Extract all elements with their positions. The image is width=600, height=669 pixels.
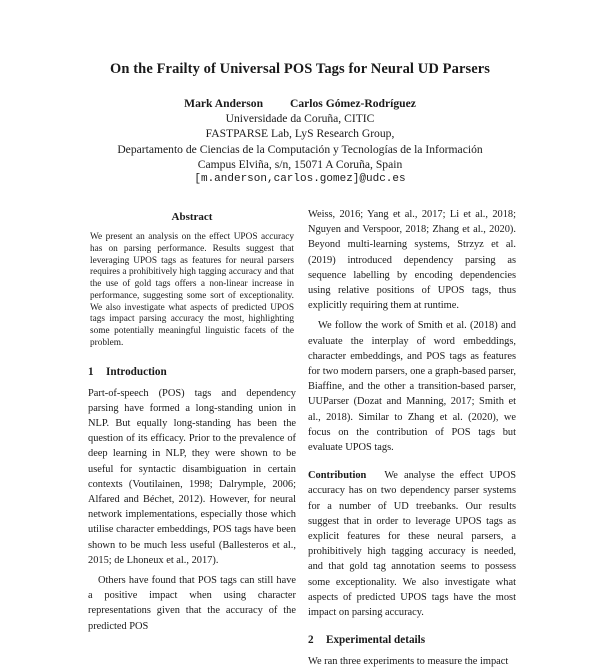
contribution-label: Contribution <box>308 470 367 482</box>
author-names <box>0 96 600 111</box>
author-email: [m.anderson,carlos.gomez]@udc.es <box>194 173 406 186</box>
section-number: 1 <box>88 365 94 378</box>
section-heading-experimental <box>308 634 516 646</box>
abstract-heading: Abstract <box>171 211 213 223</box>
affiliation-line: FASTPARSE Lab, LyS Research Group, <box>205 127 395 141</box>
contribution-paragraph <box>308 468 516 620</box>
affiliation-line: Departamento de Ciencias de la Computación y Tecnologías de la Información <box>117 142 483 156</box>
section2-paragraph: We ran three experiments to measure the impact <box>308 656 509 668</box>
section-title: Introduction <box>106 365 167 378</box>
section-heading-introduction <box>88 366 296 378</box>
author-block <box>0 96 600 187</box>
author-name: Mark Anderson <box>184 97 264 110</box>
intro-paragraph-1: Part-of-speech (POS) tags and dependency parsing have formed a long-standing union in NLP. But equally long-standing has been the question of its efficacy. Prior to the prevalence of deep learning in NLP, they were shown to be useful for syntactic disambiguation in certain contexts (Voutilainen, 1998; Dalrymple, 2006; Alfared and Béchet, 2012). However, for neural network implementations, especially those which utilise character embeddings, POS tags have been shown to be much less useful (Ballesteros et al., 2015; de Lhoneux et al., 2017). <box>88 387 296 566</box>
contribution-text: We analyse the effect UPOS accuracy has on two dependency parser systems for a number of UD treebanks. Our results suggest that in order to leverage UPOS tags as explicit features for these neural parsers, a prohibitively high tagging accuracy is needed, and that gold tag annotation seems to possess some exceptionality. We also investigate what aspects of predicted UPOS tags have the most impact on parsing accuracy. <box>308 470 516 619</box>
intro-paragraph-2: Others have found that POS tags can still have a positive impact when using character representations given that the accuracy of the predicted POS <box>88 574 296 632</box>
affiliation-line: Campus Elviña, s/n, 15071 A Coruña, Spain <box>197 157 403 171</box>
paper-title: On the Frailty of Universal POS Tags for Neural UD Parsers <box>109 61 491 77</box>
left-column <box>88 207 296 634</box>
affiliation-line: Universidade da Coruña, CITIC <box>225 112 375 126</box>
section-title: Experimental details <box>326 634 426 647</box>
author-name: Carlos Gómez-Rodríguez <box>289 97 416 110</box>
section-number: 2 <box>308 634 314 647</box>
right-paragraph-2: We follow the work of Smith et al. (2018) and evaluate the interplay of word embeddings, character embeddings, and POS tags as features for two modern parsers, one a graph-based parser, Biaffine, and the other a transition-based parser, UUParser (Dozat and Manning, 2017; Smith et al., 2018). Similar to Zhang et al. (2020), we focus on the contribution of POS tags but evaluate UPOS tags. <box>308 320 516 454</box>
right-paragraph-1: Weiss, 2016; Yang et al., 2017; Li et al., 2018; Nguyen and Verspoor, 2018; Zhang et al., 2020). Beyond multi-learning systems, Strzyz et al. (2019) introduced dependency parsing as sequence labelling by encoding dependencies using relative positions of UPOS tags, thus explicitly requiring them at runtime. <box>308 209 516 312</box>
abstract-text: We present an analysis on the effect UPOS accuracy has on parsing performance. Results suggest that leveraging UPOS tags as features for neural parsers requires a prohibitively high tagging accuracy and that the use of gold tags offers a non-linear increase in performance, suggesting some sort of exceptionality. We also investigate what aspects of predicted UPOS tags impact parsing accuracy the most, highlighting some potentially meaningful linguistic facets of the problem. <box>90 232 294 348</box>
